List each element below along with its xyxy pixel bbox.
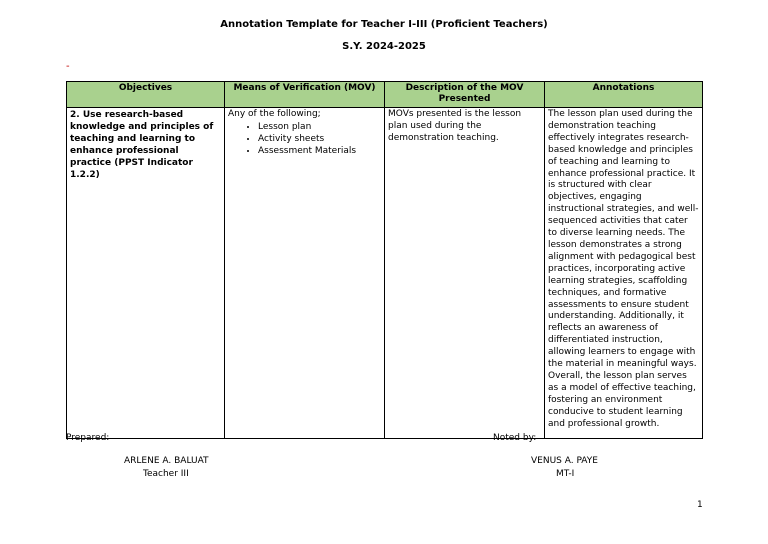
header-objectives: Objectives <box>67 82 225 108</box>
noted-role: MT-I <box>556 469 575 479</box>
prepared-name: ARLENE A. BALUAT <box>124 456 209 466</box>
document-title: Annotation Template for Teacher I-III (Proficient Teachers) <box>220 19 548 30</box>
mov-list <box>228 121 381 157</box>
list-item: • Assessment Materials <box>258 145 381 157</box>
header-annotations: Annotations <box>545 82 703 108</box>
table-header-row <box>67 82 703 108</box>
objective-cell: 2. Use research-based knowledge and principles of teaching and learning to enhance professional practice (PPST Indicator 1.2.2) <box>67 108 225 439</box>
annotation-cell: The lesson plan used during the demonstration teaching effectively integrates research-based knowledge and principles of teaching and learning to enhance professional practice. It is structured with clear objectives, engaging instructional strategies, and well-sequenced activities that cater to diverse learning needs. The lesson demonstrates a strong alignment with pedagogical best practices, incorporating active learning strategies, scaffolding techniques, and formative assessments to ensure student understanding. Additionally, it reflects an awareness of differentiated instruction, allowing learners to engage with the material in meaningful ways. Overall, the lesson plan serves as a model of effective teaching, fostering an environment conducive to student learning and professional growth. <box>545 108 703 439</box>
table-row <box>67 108 703 439</box>
mov-intro: Any of the following; <box>228 109 321 119</box>
noted-label: Noted by: <box>493 433 537 443</box>
noted-name: VENUS A. PAYE <box>531 456 598 466</box>
page-number: 1 <box>697 500 703 510</box>
annotation-table <box>66 81 703 439</box>
prepared-role: Teacher III <box>143 469 189 479</box>
list-item: • Lesson plan <box>258 121 381 133</box>
list-item: • Activity sheets <box>258 133 381 145</box>
red-marker: - <box>66 61 70 72</box>
mov-cell <box>225 108 385 439</box>
description-cell: MOVs presented is the lesson plan used during the demonstration teaching. <box>385 108 545 439</box>
header-description: Description of the MOV Presented <box>385 82 545 108</box>
school-year: S.Y. 2024-2025 <box>342 41 426 52</box>
prepared-label: Prepared: <box>66 433 110 443</box>
header-mov: Means of Verification (MOV) <box>225 82 385 108</box>
